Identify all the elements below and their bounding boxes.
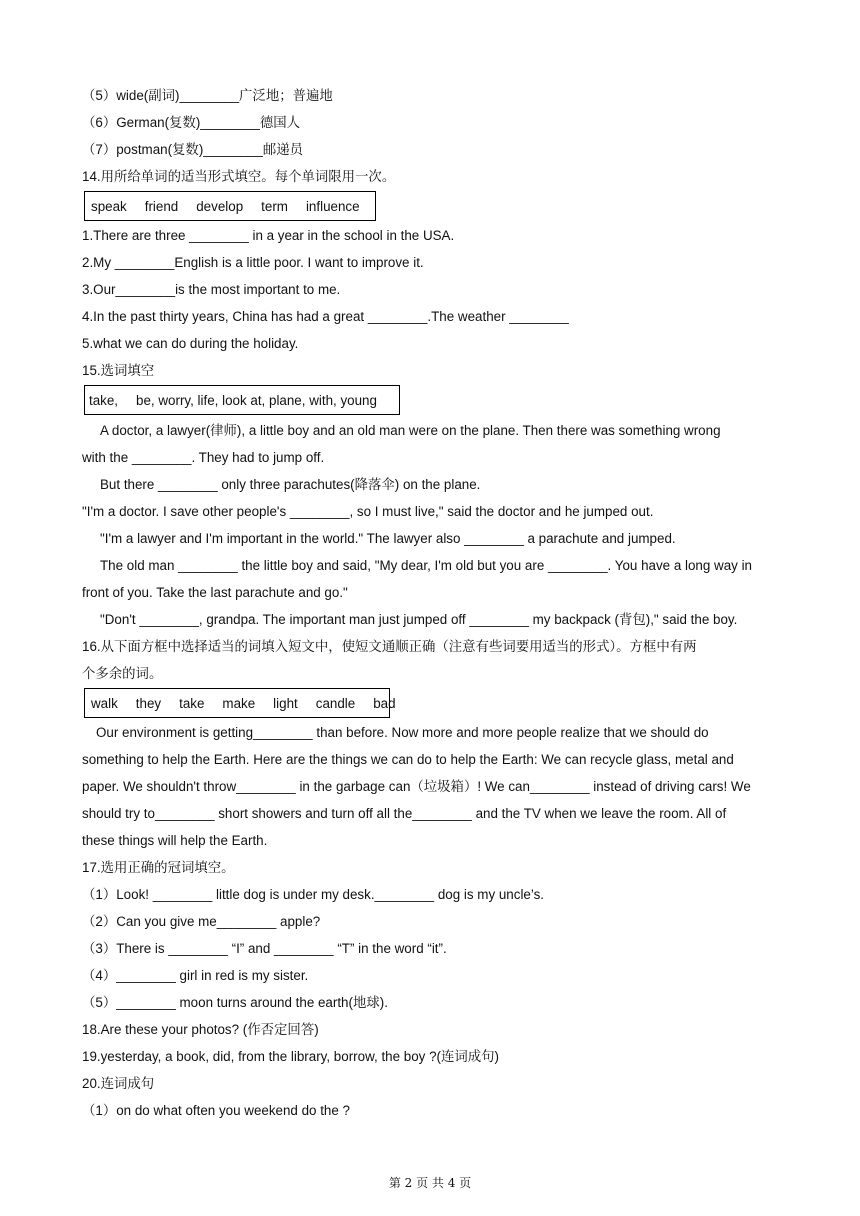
q14-sentence-1: 1.There are three ________ in a year in the school in the USA. [82,228,455,243]
q13-item-5: （5）wide(副词)________广泛地；普遍地 [82,88,333,103]
q17-item-4: （4）________ girl in red is my sister. [82,968,309,983]
q15-passage-line: The old man ________ the little boy and said, "My dear, I'm old but you are ________. You have a long way in [100,558,752,573]
q13-item-6: （6）German(复数)________德国人 [82,115,301,130]
q17-item-2: （2）Can you give me________ apple? [82,914,321,929]
q14-sentence-3: 3.Our________is the most important to me. [82,282,341,297]
q15-passage-line: A doctor, a lawyer(律师), a little boy and an old man were on the plane. Then there was something wrong [100,423,721,438]
word-box-item: make [222,695,256,711]
q15-passage-line: "I'm a doctor. I save other people's ________, so I must live," said the doctor and he jumped out. [82,504,654,519]
q20-heading: 20.连词成句 [82,1076,155,1091]
word-box-item: walk [91,695,118,711]
q15-passage-line: But there ________ only three parachutes(降落伞) on the plane. [100,477,481,492]
word-box-item: develop [196,198,244,214]
q14-sentence-2: 2.My ________English is a little poor. I want to improve it. [82,255,424,270]
page-footer: 第 2 页 共 4 页 [388,1176,472,1190]
word-box-item: they [135,695,162,711]
q15-passage-line: front of you. Take the last parachute and go." [82,585,348,600]
q17-item-5: （5）________ moon turns around the earth(地球). [82,995,388,1010]
q18-question: 18.Are these your photos? (作否定回答) [82,1022,319,1037]
q15-passage-line: "I'm a lawyer and I'm important in the world." The lawyer also ________ a parachute and jumped. [100,531,676,546]
q16-passage-line: something to help the Earth. Here are the things we can do to help the Earth: We can recycle glass, metal and [82,752,734,767]
q16-passage-line: paper. We shouldn't throw________ in the garbage can（垃圾箱）! We can________ instead of driving cars! We [82,779,751,794]
q19-question: 19.yesterday, a book, did, from the library, borrow, the boy ?(连词成句) [82,1049,500,1064]
q16-passage-line: Our environment is getting________ than before. Now more and more people realize that we should do [96,725,709,740]
q14-sentence-5: 5.what we can do during the holiday. [82,336,299,351]
q15-passage-line: "Don't ________, grandpa. The important man just jumped off ________ my backpack (背包)," said the boy. [100,612,738,627]
word-box-item: take [179,695,205,711]
word-box-item: bad [373,695,396,711]
q16-heading-cont: 个多余的词。 [82,666,163,681]
word-box-item: candle [315,695,356,711]
q13-item-7: （7）postman(复数)________邮递员 [82,142,304,157]
q14-heading: 14.用所给单词的适当形式填空。每个单词限用一次。 [82,169,396,184]
word-box-item: light [273,695,298,711]
q16-passage-line: should try to________ short showers and turn off all the________ and the TV when we leave the room. All of [82,806,727,821]
q15-passage-line: with the ________. They had to jump off. [82,450,325,465]
word-box-item: friend [144,198,179,214]
q17-item-1: （1）Look! ________ little dog is under my desk.________ dog is my uncle’s. [82,887,545,902]
q16-passage-line: these things will help the Earth. [82,833,268,848]
q20-item-1: （1）on do what often you weekend do the ? [82,1103,350,1118]
word-box-item: speak [91,198,127,214]
word-box-item: influence [305,198,360,214]
q15-word-box [84,385,400,415]
q14-word-box [84,191,376,221]
q16-heading: 16.从下面方框中选择适当的词填入短文中，使短文通顺正确（注意有些词要用适当的形式）。方框中有两 [82,639,697,654]
word-box-item: be, worry, life, look at, plane, with, young [136,392,377,408]
q17-heading: 17.选用正确的冠词填空。 [82,860,235,875]
q16-word-box [84,688,396,718]
q14-sentence-4: 4.In the past thirty years, China has had a great ________.The weather ________ [82,309,569,324]
q15-heading: 15.选词填空 [82,363,155,378]
q17-item-3: （3）There is ________ “I” and ________ “T” in the word “it”. [82,941,447,956]
word-box-item: take, [89,392,119,408]
word-box-item: term [261,198,288,214]
